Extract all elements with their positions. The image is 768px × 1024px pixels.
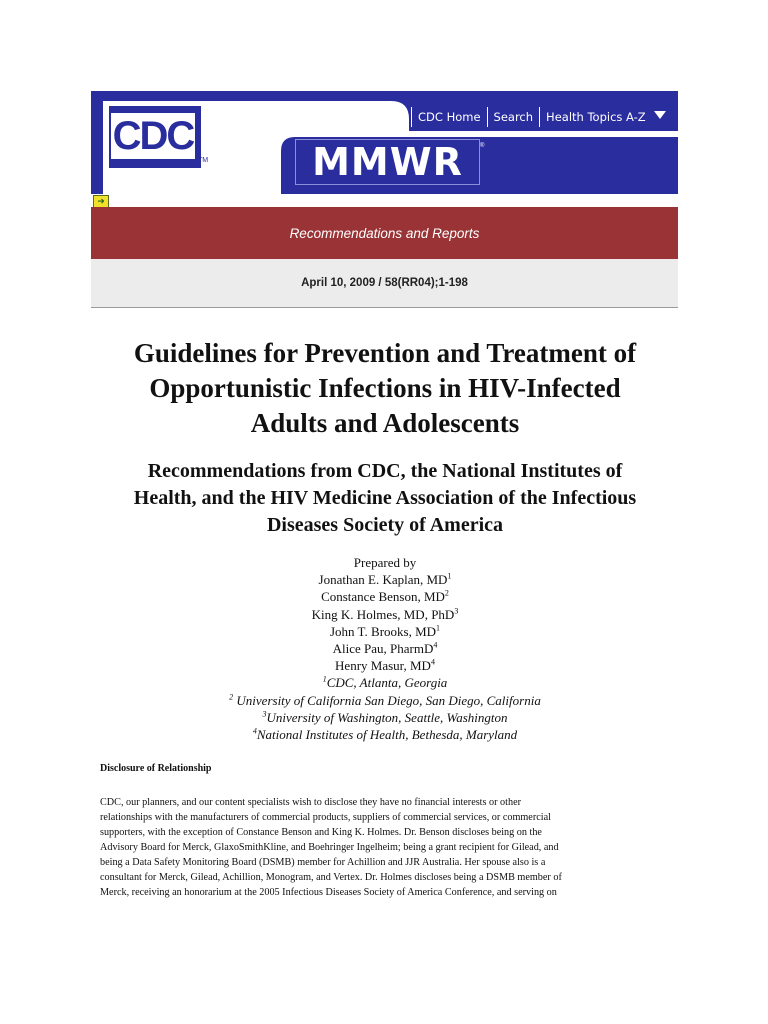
header-banner	[91, 91, 678, 194]
nav-search[interactable]: Search	[487, 107, 540, 127]
arrow-icon[interactable]: ➜	[93, 195, 109, 209]
affiliation-text: University of Washington, Seattle, Washington	[266, 709, 508, 725]
author-sup: 2	[444, 589, 449, 599]
affiliation-sup: 1	[322, 675, 327, 685]
disclosure-line: being a Data Safety Monitoring Board (DSMB) member for Achillion and JJR Australia. Her spouse also is a	[100, 857, 546, 868]
author-line	[150, 623, 620, 640]
title-line: Adults and Adolescents	[250, 408, 520, 438]
affiliation-sup: 2	[229, 692, 234, 702]
author-line	[150, 657, 620, 674]
section-bar	[91, 207, 678, 259]
cdc-logo[interactable]: CDC	[112, 114, 194, 158]
affiliation-line	[150, 726, 620, 743]
article-title	[90, 336, 680, 441]
author-sup: 4	[433, 640, 438, 650]
disclosure-line: Merck, receiving an honorarium at the 2005 Infectious Diseases Society of America Conference, and serving on	[100, 887, 557, 898]
author-sup: 4	[430, 657, 435, 667]
section-title: Recommendations and Reports	[289, 225, 480, 241]
subtitle-line: Diseases Society of America	[266, 514, 504, 536]
affiliation-line	[150, 674, 620, 691]
author-name: Alice Pau, PharmD	[332, 641, 434, 657]
affiliation-sup: 3	[262, 709, 267, 719]
affiliation-sup: 4	[252, 726, 257, 736]
author-line	[150, 606, 620, 623]
mmwr-logo[interactable]: MMWR	[295, 139, 480, 185]
nav-health-topics[interactable]: Health Topics A-Z	[539, 107, 652, 127]
subtitle-line: Recommendations from CDC, the National Institutes of	[147, 460, 623, 482]
disclosure-line: relationships with the manufacturers of commercial products, suppliers of commercial services, or commercial	[100, 812, 551, 823]
top-nav	[411, 106, 652, 128]
affiliation-line	[150, 709, 620, 726]
disclosure-line: consultant for Merck, Gilead, Achillion, Monogram, and Vertex. Dr. Holmes discloses being a DSMB member of	[100, 872, 562, 883]
author-sup: 1	[447, 571, 452, 581]
subtitle-line: Health, and the HIV Medicine Association of the Infectious	[133, 487, 637, 509]
prepared-by: Prepared by	[353, 555, 417, 570]
author-name: Constance Benson, MD	[321, 589, 445, 605]
affiliation-text: CDC, Atlanta, Georgia	[326, 675, 448, 691]
disclosure-heading: Disclosure of Relationship	[100, 763, 212, 774]
chevron-down-icon[interactable]	[654, 111, 666, 119]
disclosure-body	[100, 795, 678, 900]
title-line: Guidelines for Prevention and Treatment of	[133, 338, 637, 368]
affiliation-text: National Institutes of Health, Bethesda, Maryland	[256, 727, 518, 743]
author-name: Henry Masur, MD	[335, 658, 431, 674]
logo-trademark: TM	[198, 157, 209, 164]
issue-info: April 10, 2009 / 58(RR04);1-198	[301, 277, 468, 289]
issue-bar	[91, 259, 678, 308]
disclosure-line: CDC, our planners, and our content specialists wish to disclose they have no financial interests or other	[100, 797, 521, 808]
author-name: King K. Holmes, MD, PhD	[311, 606, 455, 622]
title-line: Opportunistic Infections in HIV-Infected	[149, 373, 621, 403]
author-line	[150, 640, 620, 657]
author-name: John T. Brooks, MD	[329, 623, 437, 639]
disclosure-line: Advisory Board for Merck, GlaxoSmithKline, and Boehringer Ingelheim; being a grant recipient for Gilead, and	[100, 842, 559, 853]
mmwr-trademark: ®	[480, 143, 485, 149]
author-sup: 3	[454, 606, 459, 616]
affiliation-line	[150, 692, 620, 709]
author-name: Jonathan E. Kaplan, MD	[318, 572, 448, 588]
author-line	[150, 588, 620, 605]
affiliation-text: University of California San Diego, San Diego, California	[233, 692, 541, 708]
author-sup: 1	[436, 623, 441, 633]
author-block	[150, 554, 620, 743]
disclosure-line: supporters, with the exception of Constance Benson and King K. Holmes. Dr. Benson discloses being on the	[100, 827, 542, 838]
article-subtitle	[90, 458, 680, 539]
nav-cdc-home[interactable]: CDC Home	[411, 107, 487, 127]
author-line	[150, 571, 620, 588]
